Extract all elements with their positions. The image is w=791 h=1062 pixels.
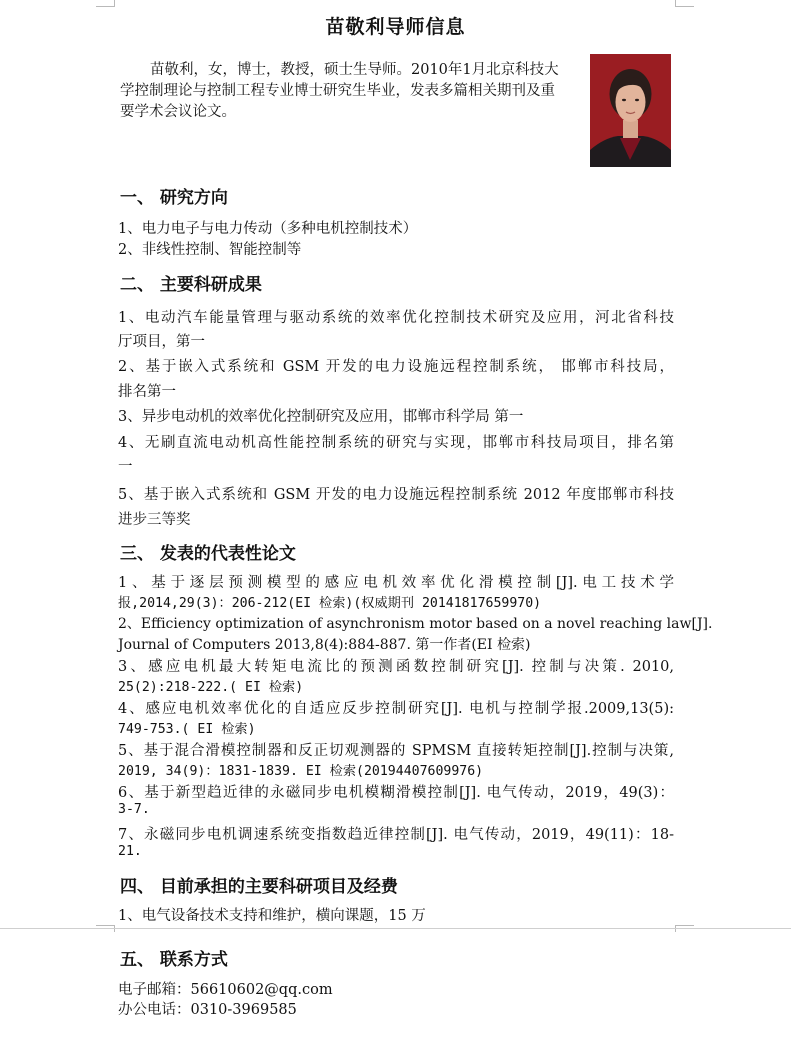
list-item: Journal of Computers 2013,8(4):884-887. 第一作者(EI 检索) <box>118 637 531 653</box>
list-item: 1、电力电子与电力传动（多种电机控制技术） <box>118 221 418 237</box>
section-heading-research-achievements: 二、 主要科研成果 <box>120 275 262 295</box>
page-break-line <box>0 928 791 929</box>
list-item: 2、Efficiency optimization of asynchronism motor based on a novel reaching law[J]. <box>118 616 713 632</box>
list-item: 21. <box>118 844 142 859</box>
list-item: 1、电动汽车能量管理与驱动系统的效率优化控制技术研究及应用，河北省科技 <box>118 310 674 326</box>
list-item: 4、无刷直流电动机高性能控制系统的研究与实现，邯郸市科技局项目，排名第 <box>118 435 674 451</box>
list-item: 2、非线性控制、智能控制等 <box>118 242 302 258</box>
list-item: 5、基于混合滑模控制器和反正切观测器的 SPMSM 直接转矩控制[J].控制与决策, <box>118 743 674 759</box>
intro-paragraph: 苗敬利，女，博士，教授，硕士生导师。2010年1月北京科技大学控制理论与控制工程专业博士研究生毕业，发表多篇相关期刊及重要学术会议论文。 <box>120 62 559 120</box>
contact-email: 电子邮箱：56610602@qq.com <box>118 982 333 998</box>
list-item: 进步三等奖 <box>118 512 191 528</box>
list-item: 报,2014,29(3)：206-212(EI 检索)(权威期刊 20141817659970) <box>118 596 542 611</box>
section-heading-publications: 三、 发表的代表性论文 <box>120 544 296 564</box>
page-title: 苗敬利导师信息 <box>325 16 466 38</box>
list-item: 3-7. <box>118 802 150 817</box>
list-item: 3、异步电动机的效率优化控制研究及应用，邯郸市科学局 第一 <box>118 409 524 425</box>
list-item: 1、电气设备技术支持和维护，横向课题，15 万 <box>118 908 426 924</box>
list-item: 2019, 34(9)：1831-1839. EI 检索(20194407609976) <box>118 764 484 779</box>
list-item: 25(2):218-222.( EI 检索) <box>118 680 304 695</box>
list-item: 4、感应电机效率优化的自适应反步控制研究[J]. 电机与控制学报.2009,13(5): <box>118 701 674 717</box>
list-item: 排名第一 <box>118 384 176 400</box>
list-item: 6、基于新型趋近律的永磁同步电机模糊滑模控制[J]. 电气传动，2019，49(3)： <box>118 785 674 801</box>
contact-phone: 办公电话：0310-3969585 <box>118 1002 297 1018</box>
list-item: 2、基于嵌入式系统和 GSM 开发的电力设施远程控制系统， 邯郸市科技局， <box>118 359 674 375</box>
list-item: 厅项目，第一 <box>118 334 205 350</box>
crop-mark-top-left <box>96 0 115 7</box>
list-item: 7、永磁同步电机调速系统变指数趋近律控制[J]. 电气传动，2019，49(11)：18- <box>118 827 674 843</box>
list-item: 749-753.( EI 检索) <box>118 722 256 737</box>
section-heading-research-directions: 一、 研究方向 <box>120 188 228 208</box>
crop-mark-top-right <box>675 0 694 7</box>
list-item: 1、基于逐层预测模型的感应电机效率优化滑模控制[J].电工技术学 <box>118 575 674 591</box>
list-item: 5、基于嵌入式系统和 GSM 开发的电力设施远程控制系统 2012 年度邯郸市科技 <box>118 487 674 503</box>
section-heading-contact: 五、 联系方式 <box>120 950 228 970</box>
section-heading-current-projects: 四、 目前承担的主要科研项目及经费 <box>120 877 398 897</box>
list-item: 3、感应电机最大转矩电流比的预测函数控制研究[J]. 控制与决策. 2010, <box>118 659 674 675</box>
portrait-photo <box>590 54 671 167</box>
list-item: 一 <box>118 459 133 475</box>
